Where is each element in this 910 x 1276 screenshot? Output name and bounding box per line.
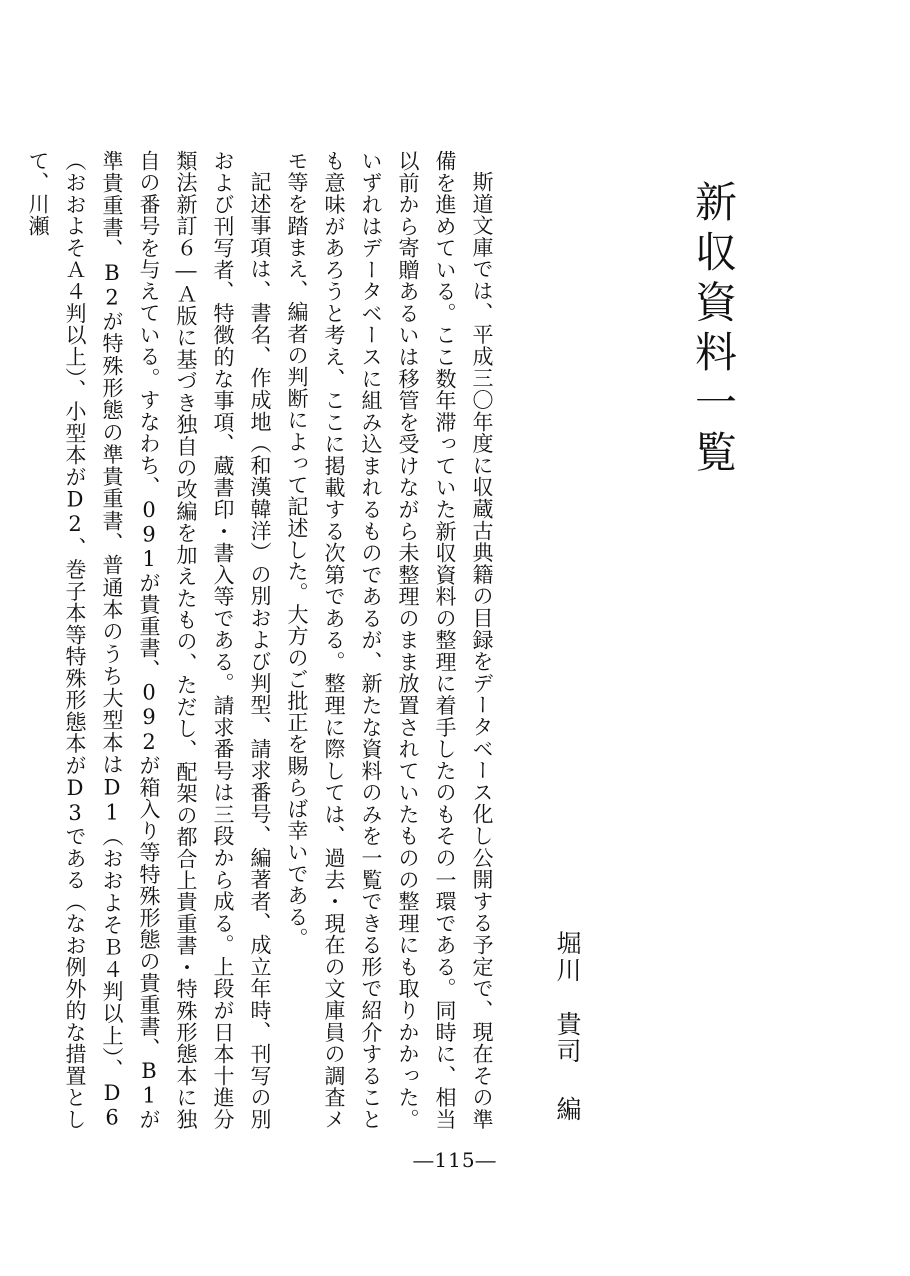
author-line: 堀川 貴司 編 [553, 930, 582, 1123]
body-text [26, 150, 500, 1130]
page-number: ―115― [413, 1148, 497, 1172]
page-title: 新収資料一覧 [689, 180, 738, 480]
paragraph-1: 斯道文庫では、平成三〇年度に収蔵古典籍の目録をデータベース化し公開する予定で、現在その準備を進めている。ここ数年滞っていた新収資料の整理に着手したのもその一環である。同時に、相当以前から寄贈あるいは移管を受けながら未整理のまま放置されていたものの整理にも取りかかった。いずれはデータベースに組み込まれるものであるが、新たな資料のみを一覧できる形で紹介することも意味があろうと考え、ここに掲載する次第である。整理に際しては、過去・現在の文庫員の調査メモ等を踏まえ、編者の判断によって記述した。大方のご批正を賜らば幸いである。 [285, 150, 494, 1130]
paragraph-2: 記述事項は、書名、作成地（和漢韓洋）の別および判型、請求番号、編著者、成立年時、刊写の別および刊写者、特徴的な事項、蔵書印・書入等である。請求番号は三段から成る。上段が日本十進分類法新訂６―Ａ版に基づき独自の改編を加えたもの、ただし、配架の都合上貴重書・特殊形態本に独自の番号を与えている。すなわち、091が貴重書、092が箱入り等特殊形態の貴重書、B1が準貴重書、B2が特殊形態の準貴重書、普通本のうち大型本はD1（おおよそＢ４判以上）、D6（おおよそＡ４判以上）、小型本がD2、巻子本等特殊形態本がD3である（なお例外的な措置として、川瀬 [26, 150, 272, 1130]
